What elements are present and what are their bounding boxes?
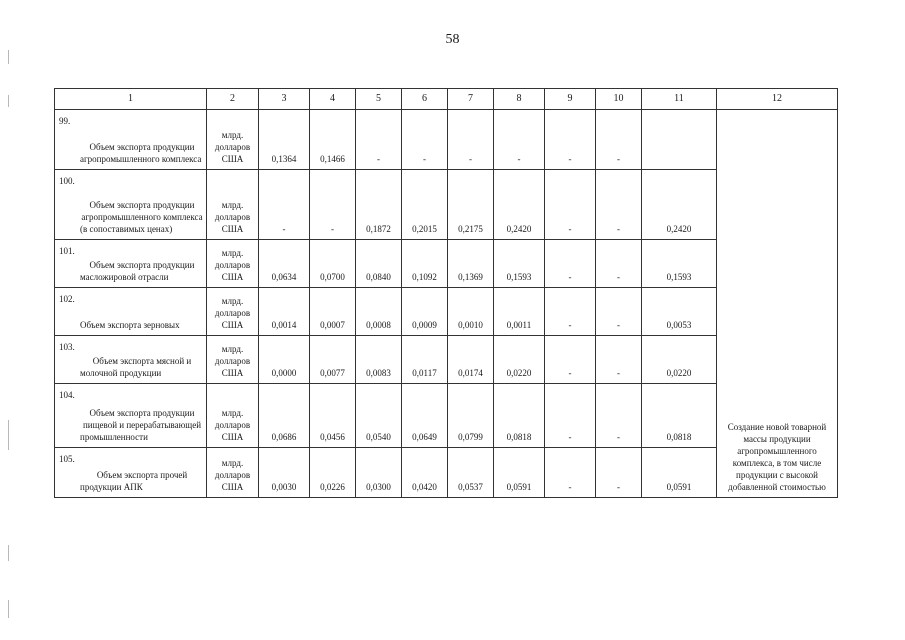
value-cell: 0,0300: [356, 448, 402, 498]
value-cell: 0,0014: [259, 288, 310, 336]
margin-mark: [8, 600, 9, 618]
column-header: 7: [448, 89, 494, 110]
column-header: 2: [207, 89, 259, 110]
value-cell: 0,0000: [259, 336, 310, 384]
value-cell: 0,0686: [259, 384, 310, 448]
margin-mark: [8, 95, 9, 107]
value-cell: 0,0818: [642, 384, 717, 448]
value-cell: 0,0220: [642, 336, 717, 384]
header-row: [55, 89, 838, 110]
value-cell: 0,2420: [494, 170, 545, 240]
value-cell: 0,0008: [356, 288, 402, 336]
indicator-name-cell: [55, 240, 207, 288]
indicator-name: Объем экспорта прочей продукции АПК: [80, 470, 188, 492]
margin-mark: [8, 50, 9, 64]
value-cell: -: [259, 170, 310, 240]
column-header: 9: [545, 89, 596, 110]
value-cell: 0,0818: [494, 384, 545, 448]
value-cell: -: [545, 240, 596, 288]
unit-cell: млрд. долларов США: [207, 336, 259, 384]
value-cell: -: [448, 110, 494, 170]
value-cell: 0,0649: [402, 384, 448, 448]
row-number: 99.: [59, 116, 71, 126]
column-header: 5: [356, 89, 402, 110]
table-body: [55, 110, 838, 498]
value-cell: -: [596, 288, 642, 336]
value-cell: -: [545, 110, 596, 170]
value-cell: -: [596, 110, 642, 170]
table-row: [55, 110, 838, 170]
row-number: 100.: [59, 176, 75, 186]
value-cell: 0,0226: [310, 448, 356, 498]
value-cell: 0,1593: [642, 240, 717, 288]
value-cell: 0,0700: [310, 240, 356, 288]
value-cell: 0,1466: [310, 110, 356, 170]
indicator-name-cell: [55, 336, 207, 384]
value-cell: 0,0220: [494, 336, 545, 384]
value-cell: -: [545, 288, 596, 336]
value-cell: 0,2175: [448, 170, 494, 240]
value-cell: 0,0010: [448, 288, 494, 336]
column-header: 6: [402, 89, 448, 110]
row-number: 101.: [59, 246, 75, 256]
unit-cell: млрд. долларов США: [207, 448, 259, 498]
margin-mark: [8, 420, 9, 450]
unit-cell: млрд. долларов США: [207, 170, 259, 240]
value-cell: -: [494, 110, 545, 170]
indicator-name-cell: [55, 448, 207, 498]
value-cell: -: [356, 110, 402, 170]
value-cell: -: [545, 448, 596, 498]
value-cell: 0,1369: [448, 240, 494, 288]
column-header: 11: [642, 89, 717, 110]
unit-cell: млрд. долларов США: [207, 240, 259, 288]
unit-cell: млрд. долларов США: [207, 384, 259, 448]
value-cell: -: [596, 170, 642, 240]
value-cell: -: [596, 384, 642, 448]
value-cell: 0,0009: [402, 288, 448, 336]
indicator-name: Объем экспорта продукции агропромышленного комплекса: [80, 142, 202, 164]
value-cell: -: [545, 170, 596, 240]
indicator-name: Объем экспорта зерновых: [80, 320, 180, 330]
value-cell: 0,0077: [310, 336, 356, 384]
indicator-name-cell: [55, 170, 207, 240]
value-cell: 0,0174: [448, 336, 494, 384]
indicator-name-cell: [55, 110, 207, 170]
column-header: 8: [494, 89, 545, 110]
value-cell: 0,1593: [494, 240, 545, 288]
value-cell: -: [596, 448, 642, 498]
column-header: 1: [55, 89, 207, 110]
column-header: 4: [310, 89, 356, 110]
value-cell: 0,0053: [642, 288, 717, 336]
page-number: 58: [445, 32, 460, 47]
value-cell: 0,1092: [402, 240, 448, 288]
value-cell: 0,0456: [310, 384, 356, 448]
value-cell: -: [596, 240, 642, 288]
value-cell: 0,2420: [642, 170, 717, 240]
value-cell: 0,0030: [259, 448, 310, 498]
indicator-name: Объем экспорта продукции масложировой отрасли: [80, 260, 195, 282]
unit-cell: млрд. долларов США: [207, 288, 259, 336]
value-cell: 0,0540: [356, 384, 402, 448]
value-cell: -: [596, 336, 642, 384]
margin-mark: [8, 545, 9, 561]
column-header: 10: [596, 89, 642, 110]
value-cell: 0,1872: [356, 170, 402, 240]
value-cell: -: [545, 384, 596, 448]
goal-description-cell: Создание новой товарной массы продукции агропромышленного комплекса, в том числе продукции с высокой добавленной стоимостью: [717, 110, 838, 498]
value-cell: 0,0537: [448, 448, 494, 498]
indicator-name-cell: [55, 288, 207, 336]
value-cell: 0,0011: [494, 288, 545, 336]
value-cell: [642, 110, 717, 170]
value-cell: 0,0117: [402, 336, 448, 384]
row-number: 102.: [59, 294, 75, 304]
indicator-name: Объем экспорта продукции агропромышленного комплекса (в сопоставимых ценах): [80, 200, 203, 234]
value-cell: 0,0591: [494, 448, 545, 498]
unit-cell: млрд. долларов США: [207, 110, 259, 170]
value-cell: 0,0007: [310, 288, 356, 336]
value-cell: -: [310, 170, 356, 240]
indicators-table: [54, 88, 838, 498]
indicator-name: Объем экспорта мясной и молочной продукции: [80, 356, 192, 378]
value-cell: 0,0083: [356, 336, 402, 384]
value-cell: 0,0634: [259, 240, 310, 288]
value-cell: 0,1364: [259, 110, 310, 170]
indicator-name-cell: [55, 384, 207, 448]
value-cell: 0,2015: [402, 170, 448, 240]
indicator-name: Объем экспорта продукции пищевой и перерабатывающей промышленности: [80, 408, 202, 442]
value-cell: 0,0799: [448, 384, 494, 448]
value-cell: -: [545, 336, 596, 384]
value-cell: 0,0591: [642, 448, 717, 498]
value-cell: 0,0840: [356, 240, 402, 288]
row-number: 104.: [59, 390, 75, 400]
column-header: 3: [259, 89, 310, 110]
value-cell: 0,0420: [402, 448, 448, 498]
column-header: 12: [717, 89, 838, 110]
row-number: 103.: [59, 342, 75, 352]
value-cell: -: [402, 110, 448, 170]
table-header: [55, 89, 838, 110]
row-number: 105.: [59, 454, 75, 464]
